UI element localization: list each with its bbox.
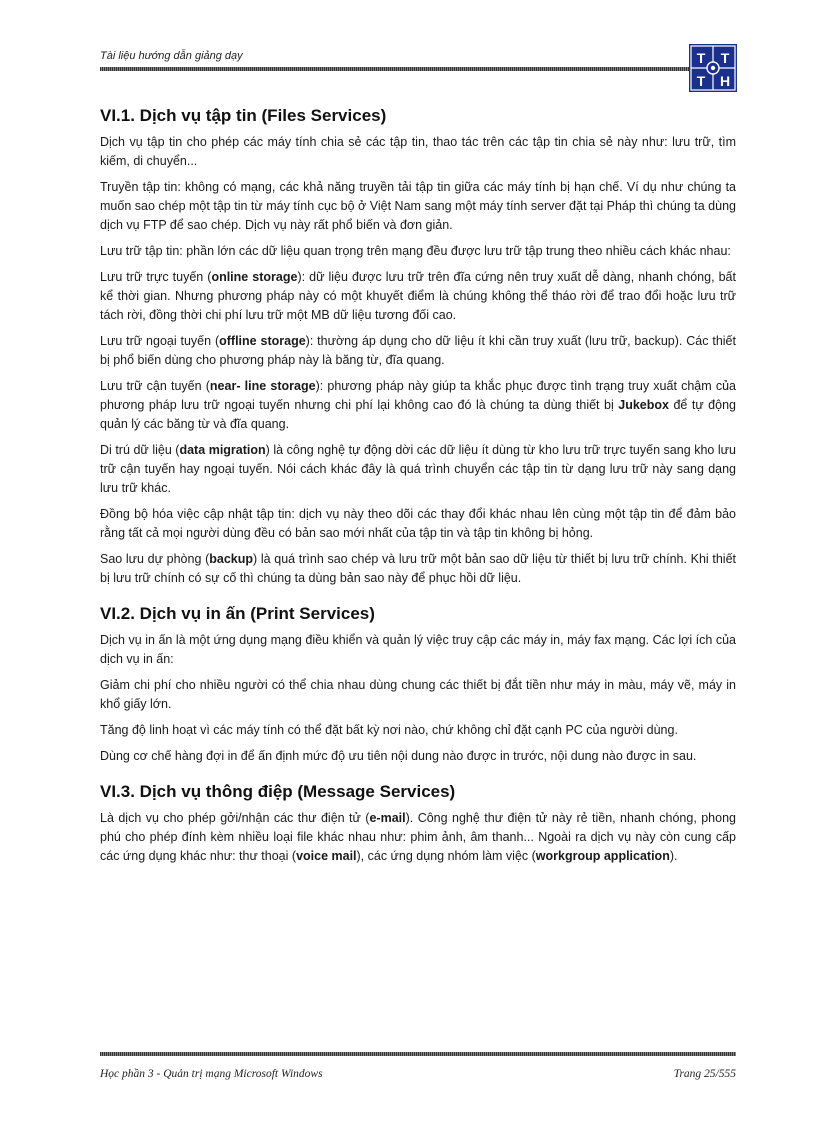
text-run: ): thường áp dụng cho dữ liệu ít khi cần truy xuất (lưu trữ, backup). Các thiết bị phổ biến dùng cho phương pháp này là băng từ, đĩa quang. [100, 334, 736, 367]
document-body [100, 106, 736, 873]
bold-term: workgroup application [535, 849, 670, 863]
logo-letter-4: H [719, 73, 731, 89]
footer-page-number: Trang 25/555 [673, 1068, 736, 1080]
bold-term: near- line storage [209, 379, 316, 393]
text-run: Lưu trữ cận tuyến ( [100, 379, 210, 393]
text-run: Di trú dữ liệu ( [100, 443, 180, 457]
bold-term: data migration [179, 443, 266, 457]
body-paragraph [100, 676, 736, 714]
text-run: Lưu trữ tập tin: phần lớn các dữ liệu quan trọng trên mạng đều được lưu trữ tập trung theo nhiều cách khác nhau: [100, 244, 731, 258]
header-title: Tài liệu hướng dẫn giảng dạy [100, 50, 243, 62]
text-run: ) là công nghệ tự động dời các dữ liệu ít dùng từ kho lưu trữ trực tuyến sang kho lưu trữ cận tuyến hay ngoại tuyến. Nói cách khác đây là quá trình chuyển các tập tin từ dạng lưu trữ này sang dạng lưu trữ khác. [100, 443, 736, 495]
bold-term: Jukebox [618, 398, 669, 412]
body-paragraph [100, 178, 736, 235]
ttth-logo [689, 44, 737, 92]
footer-course-title: Học phần 3 - Quản trị mạng Microsoft Windows [100, 1068, 323, 1080]
body-paragraph [100, 550, 736, 588]
header-rule [100, 67, 690, 71]
bold-term: online storage [211, 270, 298, 284]
logo-letter-3: T [696, 73, 706, 89]
body-paragraph [100, 332, 736, 370]
text-run: ). [669, 849, 678, 863]
section-heading: VI.2. Dịch vụ in ấn (Print Services) [100, 604, 375, 623]
bold-term: voice mail [296, 849, 357, 863]
body-paragraph [100, 721, 736, 740]
text-run: Tăng độ linh hoạt vì các máy tính có thể đặt bất kỳ nơi nào, chứ không chỉ đặt cạnh PC của người dùng. [100, 723, 678, 737]
text-run: ). Công nghệ thư điện tử này rẻ tiền, nhanh chóng, phong phú cho phép đính kèm nhiều loại file khác nhau như: phim ảnh, âm thanh... Ngoài ra dịch vụ này còn cung cấp các ứng dụng khác như: thư thoại ( [100, 811, 736, 863]
body-paragraph [100, 505, 736, 543]
text-run: ): dữ liệu được lưu trữ trên đĩa cứng nên truy xuất dễ dàng, nhanh chóng, bất kể thời gian. Nhưng phương pháp này có một khuyết điểm là chúng không thể tháo rời để trao đổi hoặc lưu trữ tách rời, đồng thời chi phí lưu trữ một MB dữ liệu tương đối cao. [100, 270, 736, 322]
section-heading: VI.1. Dịch vụ tập tin (Files Services) [100, 106, 387, 125]
text-run: Dịch vụ tập tin cho phép các máy tính chia sẻ các tập tin, thao tác trên các tập tin chia sẻ này như: lưu trữ, tìm kiếm, di chuyển... [100, 135, 736, 168]
text-run: Đồng bộ hóa việc cập nhật tập tin: dịch vụ này theo dõi các thay đổi khác nhau lên cùng một tập tin để đảm bảo rằng tất cả mọi người dùng đều có bản sao mới nhất của tập tin và tập tin không bị hỏng. [100, 507, 736, 540]
text-run: Sao lưu dự phòng ( [100, 552, 210, 566]
footer-rule [100, 1052, 736, 1056]
text-run: Truyền tập tin: không có mạng, các khả năng truyền tải tập tin giữa các máy tính bị hạn chế. Ví dụ như chúng ta muốn sao chép một tập tin từ máy tính cục bộ ở Việt Nam sang một máy tính server đặt tại Pháp thì chúng ta dùng dịch vụ FTP để sao chép. Dịch vụ này rất phổ biến và đơn giản. [100, 180, 736, 232]
text-run: Lưu trữ trực tuyến ( [100, 270, 212, 284]
body-paragraph [100, 242, 736, 261]
body-paragraph [100, 631, 736, 669]
body-paragraph [100, 441, 736, 498]
body-paragraph [100, 747, 736, 766]
text-run: Dùng cơ chế hàng đợi in để ấn định mức độ ưu tiên nội dung nào được in trước, nội dung nào được in sau. [100, 749, 697, 763]
text-run: Là dịch vụ cho phép gởi/nhận các thư điện tử ( [100, 811, 370, 825]
body-paragraph [100, 133, 736, 171]
body-paragraph [100, 809, 736, 866]
text-run: Giảm chi phí cho nhiều người có thể chia nhau dùng chung các thiết bị đắt tiền như máy in màu, máy vẽ, máy in khổ giấy lớn. [100, 678, 736, 711]
bold-term: offline storage [219, 334, 306, 348]
text-run: ), các ứng dụng nhóm làm việc ( [356, 849, 536, 863]
body-paragraph [100, 268, 736, 325]
text-run: Lưu trữ ngoại tuyến ( [100, 334, 220, 348]
text-run: Dịch vụ in ấn là một ứng dụng mạng điều khiển và quản lý việc truy cập các máy in, máy fax mạng. Các lợi ích của dịch vụ in ấn: [100, 633, 736, 666]
body-paragraph [100, 377, 736, 434]
section-heading: VI.3. Dịch vụ thông điệp (Message Services) [100, 782, 456, 801]
bold-term: backup [209, 552, 254, 566]
text-run: để tự động quản lý các băng từ và đĩa quang. [100, 398, 736, 431]
logo-letter-2: T [720, 50, 730, 66]
text-run: ): phương pháp này giúp ta khắc phục được tình trạng truy xuất chậm của phương pháp lưu trữ ngoại tuyến nhưng chi phí lại không cao đó là chúng ta dùng thiết bị [100, 379, 737, 412]
bold-term: e-mail [369, 811, 406, 825]
text-run: ) là quá trình sao chép và lưu trữ một bản sao dữ liệu từ thiết bị lưu trữ chính. Khi thiết bị lưu trữ chính có sự cố thì chúng ta dùng bản sao này để phục hồi dữ liệu. [100, 552, 736, 585]
logo-letter-1: T [696, 50, 706, 66]
